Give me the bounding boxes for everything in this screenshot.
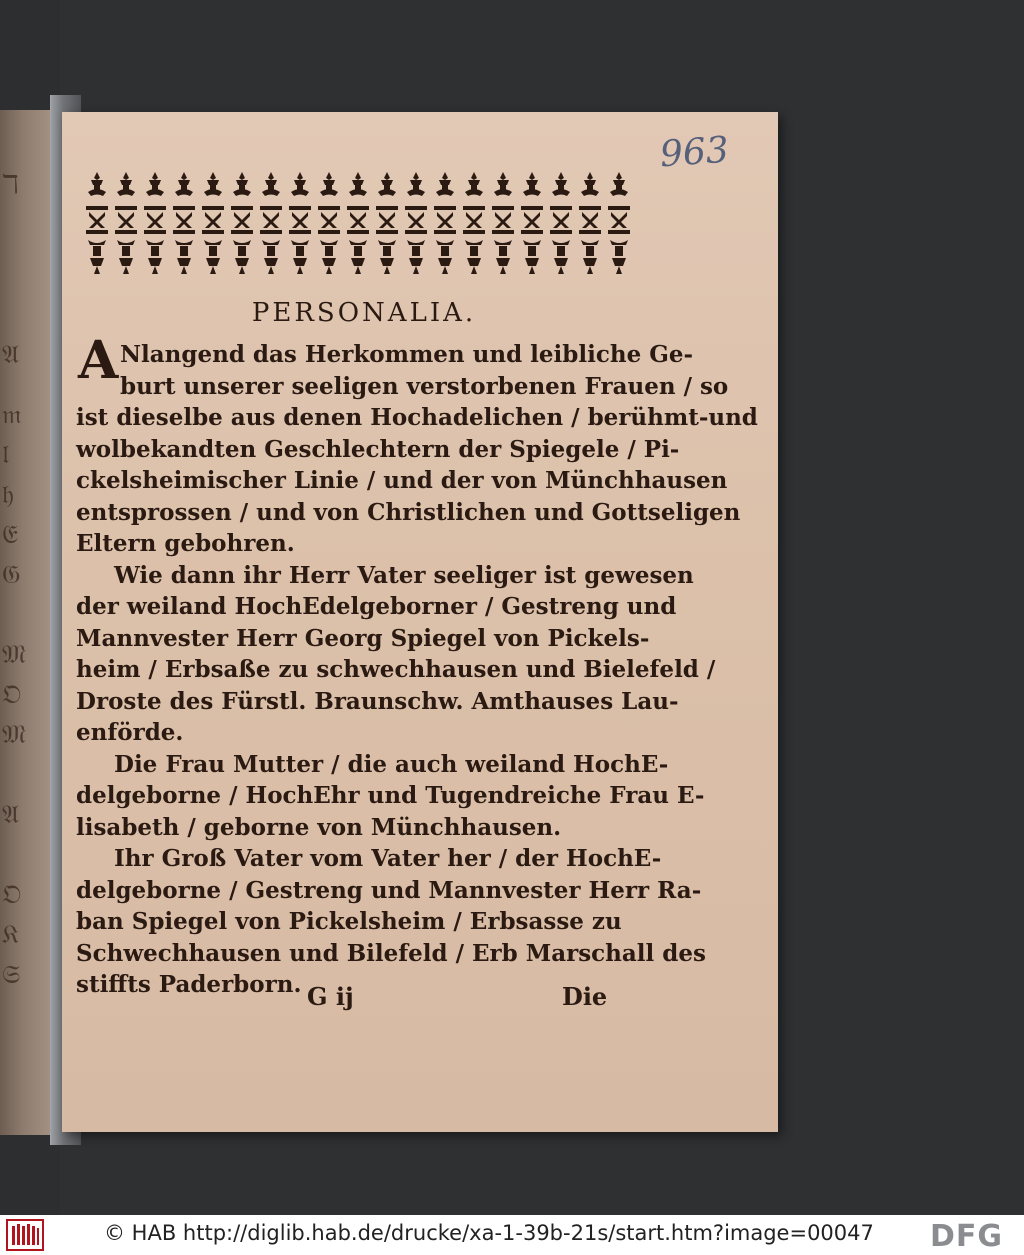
text-line: Ihr Groß Vater vom Vater her / der HochE- bbox=[114, 845, 662, 872]
text-line: ist dieselbe aus denen Hochadelichen / berühmt-und bbox=[76, 404, 758, 431]
previous-page-ghost-text: 𝔪 bbox=[2, 400, 22, 430]
text-line: delgeborne / HochEhr und Tugendreiche Frau E- bbox=[76, 782, 705, 809]
previous-page-ghost-text: 𝔥 bbox=[2, 480, 14, 510]
section-title: PERSONALIA. bbox=[251, 298, 477, 328]
previous-page-ghost-text: 𝔩 bbox=[2, 440, 9, 470]
previous-page-edge bbox=[0, 110, 50, 1135]
drop-cap: A bbox=[78, 330, 119, 391]
dfg-logo-icon bbox=[930, 1219, 1018, 1251]
text-line: ckelsheimischer Linie / und der von Münchhausen bbox=[76, 467, 728, 494]
text-line: Wie dann ihr Herr Vater seeliger ist gewesen bbox=[114, 561, 694, 589]
text-line: Die Frau Mutter / die auch weiland HochE- bbox=[114, 750, 669, 778]
previous-page-ghost-text: ℸ bbox=[2, 170, 19, 200]
previous-page-ghost-text: 𝔐 bbox=[2, 720, 26, 750]
text-line: der weiland HochEdelgeborner / Gestreng und bbox=[76, 593, 677, 620]
hab-logo-icon bbox=[6, 1219, 44, 1251]
previous-page-ghost-text: 𝔒 bbox=[2, 880, 22, 910]
text-line: Eltern gebohren. bbox=[76, 530, 295, 557]
previous-page-ghost-text: 𝔄 bbox=[2, 800, 20, 830]
text-line: Schwechhausen und Bilefeld / Erb Marschall des bbox=[76, 939, 706, 967]
ornament-row bbox=[86, 172, 630, 274]
previous-page-ghost-text: 𝔖 bbox=[2, 960, 21, 990]
previous-page-ghost-text: 𝔊 bbox=[2, 560, 21, 590]
page-number: 963 bbox=[658, 129, 731, 176]
text-line: Droste des Fürstl. Braunschw. Amthauses Lau- bbox=[76, 687, 679, 715]
text-line: delgeborne / Gestreng und Mannvester Herr Ra- bbox=[76, 876, 702, 904]
previous-page-ghost-text: 𝔐 bbox=[2, 640, 26, 670]
previous-page-ghost-text: 𝔈 bbox=[2, 520, 18, 550]
previous-page-ghost-text: 𝔄 bbox=[2, 340, 20, 370]
text-line: entsprossen / und von Christlichen und Gottseligen bbox=[76, 498, 741, 526]
text-line: burt unserer seeligen verstorbenen Frauen / so bbox=[120, 372, 729, 400]
text-line: Mannvester Herr Georg Spiegel von Pickels- bbox=[76, 624, 650, 652]
text-line: ban Spiegel von Pickelsheim / Erbsasse zu bbox=[76, 908, 622, 935]
text-line: Nlangend das Herkommen und leibliche Ge- bbox=[120, 341, 694, 368]
text-line: heim / Erbsaße zu schwechhausen und Bielefeld / bbox=[76, 656, 716, 683]
footer-copyright-link[interactable]: © HAB http://diglib.hab.de/drucke/xa-1-39b-21s/start.htm?image=00047 bbox=[104, 1221, 874, 1245]
previous-page-ghost-text: 𝔒 bbox=[2, 680, 22, 710]
ornament-border bbox=[84, 168, 644, 280]
previous-page-ghost-text: 𝔎 bbox=[2, 920, 19, 950]
footer-bar bbox=[0, 1215, 1024, 1255]
document-page bbox=[62, 112, 778, 1132]
text-line: enförde. bbox=[76, 719, 184, 746]
svg-text:DFG: DFG bbox=[930, 1219, 1004, 1251]
signature-mark: G ij bbox=[307, 982, 354, 1011]
catchword: Die bbox=[562, 982, 608, 1011]
text-line: stiffts Paderborn. bbox=[76, 971, 302, 998]
text-line: lisabeth / geborne von Münchhausen. bbox=[76, 813, 562, 841]
text-line: wolbekandten Geschlechtern der Spiegele / Pi- bbox=[76, 435, 680, 463]
